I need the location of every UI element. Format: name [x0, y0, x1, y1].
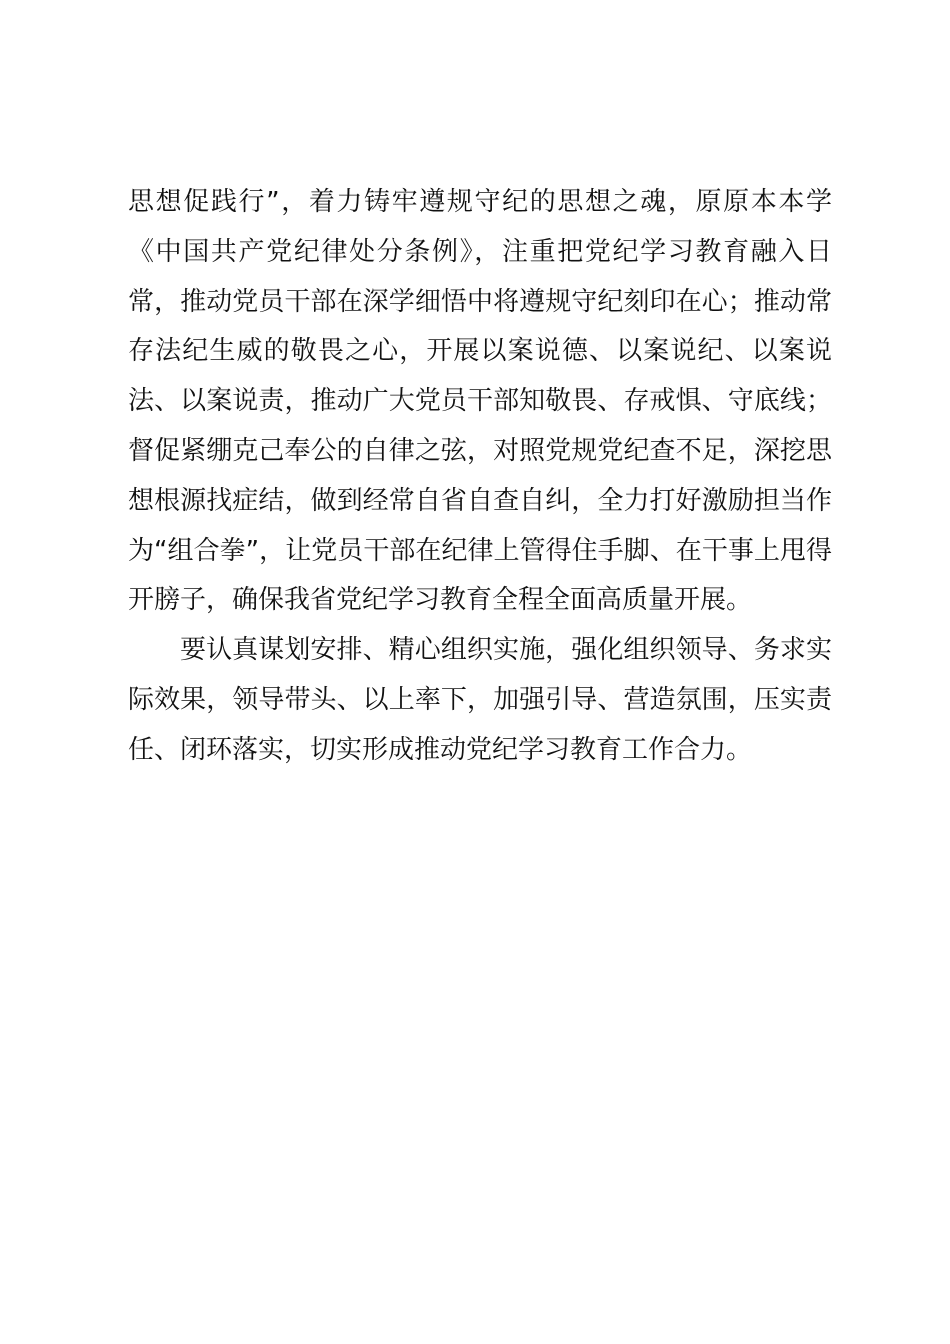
document-body [128, 178, 832, 776]
paragraph-work-requirements: 要认真谋划安排、精心组织实施，强化组织领导、务求实际效果，领导带头、以上率下，加强引导、营造氛围，压实责任、闭环落实，切实形成推动党纪学习教育工作合力。 [128, 635, 832, 765]
paragraph-continuation: 思想促践行”，着力铸牢遵规守纪的思想之魂，原原本本学《中国共产党纪律处分条例》，注重把党纪学习教育融入日常，推动党员干部在深学细悟中将遵规守纪刻印在心；推动常存法纪生威的敬畏之心，开展以案说德、以案说纪、以案说法、以案说责，推动广大党员干部知敬畏、存戒惧、守底线；督促紧绷克己奉公的自律之弦，对照党规党纪查不足，深挖思想根源找症结，做到经常自省自查自纠，全力打好激励担当作为“组合拳”，让党员干部在纪律上管得住手脚、在干事上甩得开膀子，确保我省党纪学习教育全程全面高质量开展。 [128, 187, 832, 616]
